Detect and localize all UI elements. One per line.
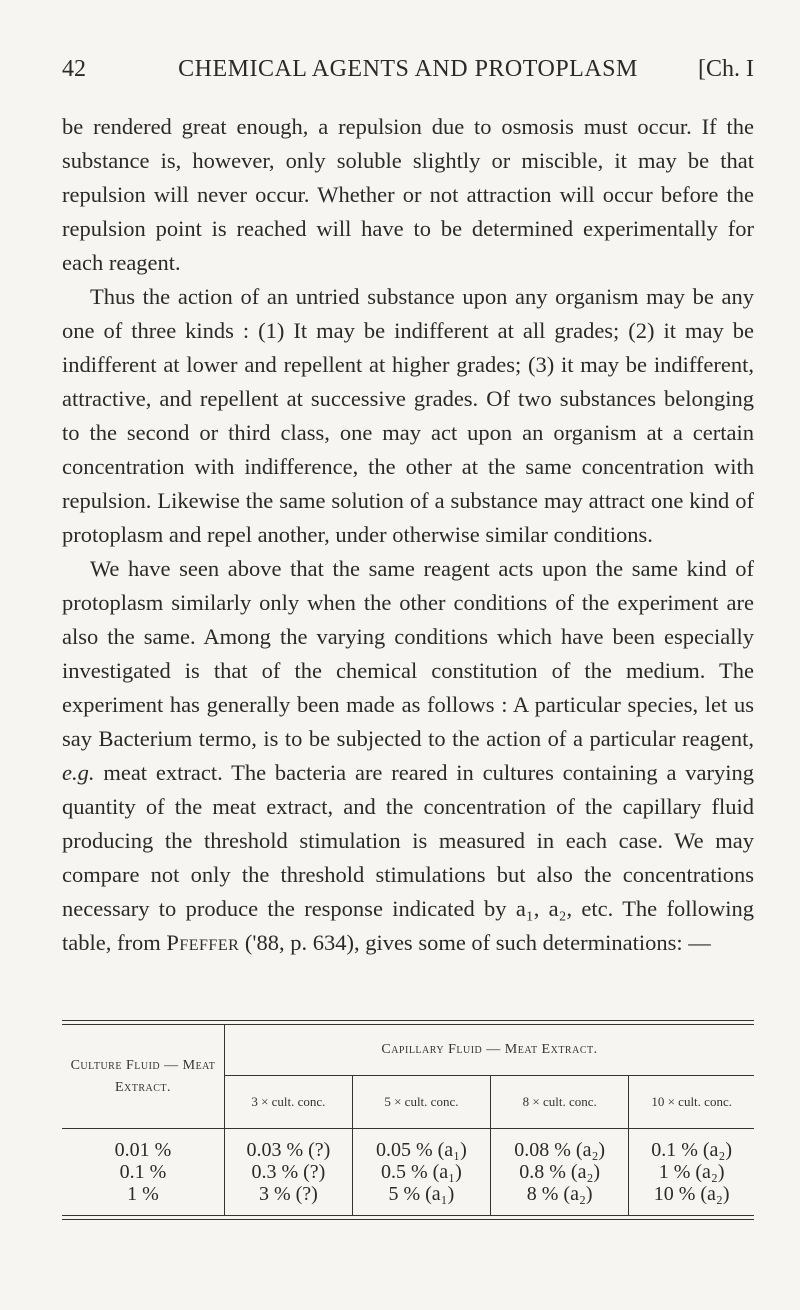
eg-abbrev: e.g. bbox=[62, 760, 95, 785]
table-cell: 0.8 % (a₂) bbox=[519, 1161, 601, 1183]
table-cell: 3 % (?) bbox=[258, 1183, 318, 1205]
table-cell: 0.03 % (?) bbox=[246, 1139, 331, 1161]
table-cell: 10 % (a₂) bbox=[653, 1183, 730, 1205]
culture-values bbox=[62, 1129, 225, 1216]
col-3x-values bbox=[225, 1129, 353, 1216]
paragraph-1: be rendered great enough, a repulsion due to osmosis must occur. If the substance is, however, only soluble slightly or miscible, it may be that repulsion will never occur. Whether or not attraction will occur before the repulsion point is reached will have to be determined experimentally for each reagent. bbox=[62, 114, 754, 275]
page-number: 42 bbox=[62, 56, 86, 82]
paragraph-3-text-a: We have seen above that the same reagent acts upon the same kind of protoplasm similarly only when the other conditions of the experiment are also the same. Among the varying conditions which have been especially investigated is that of the chemical constitution of the medium. The experiment has generally been made as follows : A particular species, let us say Bacterium termo, is to be subjected to the action of a particular reagent, bbox=[62, 556, 754, 751]
table-cell: 0.05 % (a₁) bbox=[375, 1139, 467, 1161]
group-header: Capillary Fluid — Meat Extract. bbox=[381, 1042, 598, 1057]
table-cell: 0.3 % (?) bbox=[251, 1161, 326, 1183]
chapter-label: [Ch. I bbox=[698, 56, 754, 82]
table-bottom-rule-2 bbox=[62, 1219, 754, 1220]
table-cell: 0.1 % bbox=[119, 1161, 167, 1183]
col-5x-values bbox=[352, 1129, 490, 1216]
running-title: CHEMICAL AGENTS AND PROTOPLASM bbox=[178, 56, 638, 82]
table-cell: 1 % bbox=[127, 1183, 159, 1205]
paragraph-2: Thus the action of an untried substance upon any organism may be any one of three kinds : (1) It may be indifferent at all grades; (2) it may be indifferent at lower and repellent at higher grades; (3) it may be indifferent, attractive, and repellent at successive grades. Of two substances belonging to the second or third class, one may act upon an organism at a certain concentration with indifference, the other at the same concentration with repulsion. Likewise the same solution of a substance may attract one kind of protoplasm and repel another, under otherwise similar conditions. bbox=[62, 284, 754, 547]
sub-header-8x: 8 × cult. conc. bbox=[491, 1076, 629, 1129]
table-cell: 0.5 % (a₁) bbox=[380, 1161, 462, 1183]
table-top-rule bbox=[62, 1020, 754, 1021]
paragraph-3 bbox=[62, 552, 754, 960]
paragraph-3-text-c: ('88, p. 634), gives some of such determinations: — bbox=[239, 930, 711, 955]
paragraph-3-text-b: meat extract. The bacteria are reared in cultures containing a varying quantity of the meat extract, and the concentration of the capillary fluid producing the threshold stimulation is measured in each case. We may compare not only the threshold stimulations but also the concentrations necessary to produce the response indicated by a₁, a₂, etc. The following table, from bbox=[62, 760, 754, 955]
results-table bbox=[62, 1020, 754, 1220]
table-cell: 5 % (a₁) bbox=[388, 1183, 455, 1205]
col-8x-values bbox=[491, 1129, 629, 1216]
author-citation: Pfeffer bbox=[166, 930, 240, 955]
table-cell: 8 % (a₂) bbox=[526, 1183, 593, 1205]
table-cell: 0.1 % (a₂) bbox=[651, 1139, 733, 1161]
page-header bbox=[62, 56, 754, 96]
row-header: Culture Fluid — Meat Extract. bbox=[62, 1025, 225, 1129]
table-bottom-rule bbox=[62, 1215, 754, 1216]
body-text bbox=[62, 110, 754, 960]
sub-header-5x: 5 × cult. conc. bbox=[352, 1076, 490, 1129]
sub-header-10x: 10 × cult. conc. bbox=[629, 1076, 754, 1129]
col-10x-values bbox=[629, 1129, 754, 1216]
table-cell: 0.01 % bbox=[114, 1139, 172, 1161]
table-cell: 0.08 % (a₂) bbox=[514, 1139, 606, 1161]
table-cell: 1 % (a₂) bbox=[658, 1161, 725, 1183]
sub-header-3x: 3 × cult. conc. bbox=[225, 1076, 353, 1129]
